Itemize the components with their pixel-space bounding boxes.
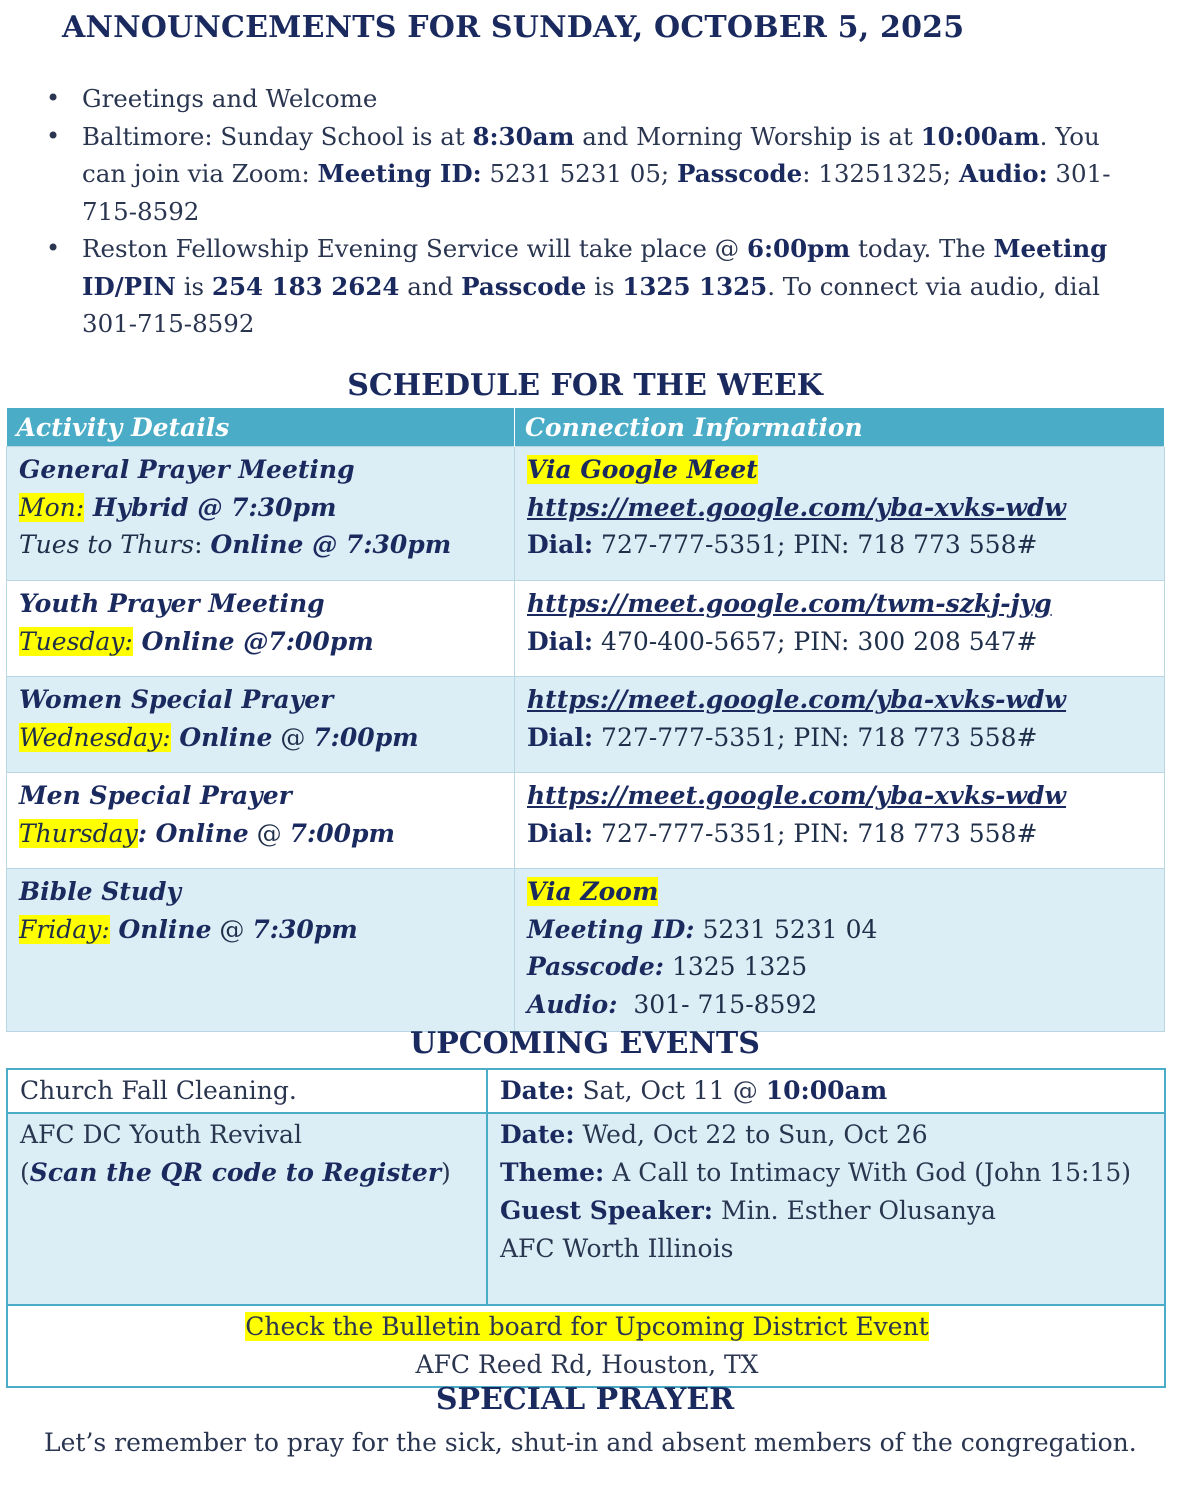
event-speaker: Min. Esther Olusanya xyxy=(713,1196,996,1225)
activity-name: Bible Study xyxy=(19,877,181,906)
time-text: 7:00pm xyxy=(313,722,419,752)
announcement-item xyxy=(44,230,1124,343)
time-text: Online xyxy=(109,914,212,944)
meeting-id: 5231 5231 04 xyxy=(694,914,878,944)
announcement-bold: 10:00am xyxy=(920,121,1040,151)
activity-name: Men Special Prayer xyxy=(19,781,292,810)
announcement-bold: Passcode xyxy=(461,271,587,301)
via-label: Via Zoom xyxy=(527,877,659,906)
table-row xyxy=(7,1069,1165,1113)
event-name-cell xyxy=(7,1069,487,1113)
announcement-bold: Meeting ID/PIN xyxy=(82,234,1108,301)
connection-cell xyxy=(515,447,1165,581)
table-row xyxy=(7,581,1165,677)
activity-cell xyxy=(7,773,515,869)
dial-label: Dial: xyxy=(527,626,594,656)
special-prayer-heading: SPECIAL PRAYER xyxy=(435,1382,735,1417)
via-label: Via Google Meet xyxy=(527,455,758,484)
column-header-activity: Activity Details xyxy=(7,408,515,447)
day-label: Friday: xyxy=(19,914,110,944)
activity-name: Youth Prayer Meeting xyxy=(19,589,325,618)
table-row xyxy=(7,1113,1165,1305)
announcement-text: is xyxy=(175,271,212,301)
table-row xyxy=(7,773,1165,869)
activity-cell xyxy=(7,869,515,1032)
announcement-text: and xyxy=(399,271,462,301)
passcode: 1325 1325 xyxy=(664,952,808,981)
activity-name: Women Special Prayer xyxy=(19,685,334,714)
event-time: 10:00am xyxy=(765,1076,888,1105)
time-text: Hybrid @ 7:30pm xyxy=(84,492,337,522)
announcement-text: Reston Fellowship Evening Service will take place @ xyxy=(82,234,747,263)
meet-link[interactable]: https://meet.google.com/yba-xvks-wdw xyxy=(527,781,1067,810)
table-row xyxy=(7,447,1165,581)
dial-number: 727-777-5351; PIN: 718 773 558# xyxy=(593,530,1038,559)
dial-number: 727-777-5351; PIN: 718 773 558# xyxy=(593,818,1038,848)
announcement-bold: 6:00pm xyxy=(746,234,851,263)
speaker-label: Guest Speaker: xyxy=(500,1196,714,1225)
announcement-item xyxy=(44,80,1124,118)
announcement-text: . You can join via Zoom: xyxy=(82,121,1100,188)
dial-number: 727-777-5351; PIN: 718 773 558# xyxy=(593,722,1038,752)
day-label: Thursday xyxy=(19,818,138,848)
paren: ) xyxy=(440,1158,451,1187)
announcement-bold: Audio: xyxy=(958,159,1048,188)
time-text: Online @7:00pm xyxy=(132,626,374,656)
time-text: 7:30pm xyxy=(252,914,358,944)
day-label: Wednesday: xyxy=(19,722,171,752)
event-details-cell xyxy=(487,1069,1165,1113)
announcement-text: 5231 5231 05; xyxy=(481,159,677,188)
connection-cell xyxy=(515,677,1165,773)
connection-cell xyxy=(515,773,1165,869)
event-theme: A Call to Intimacy With God (John 15:15) xyxy=(604,1158,1132,1187)
date-label: Date: xyxy=(500,1076,575,1105)
schedule-table xyxy=(6,408,1165,1032)
special-prayer-text: Let’s remember to pray for the sick, shut-in and absent members of the congregation. xyxy=(44,1428,1137,1457)
activity-cell xyxy=(7,581,515,677)
announcements-list xyxy=(44,80,1124,343)
dial-number: 470-400-5657; PIN: 300 208 547# xyxy=(593,626,1038,656)
audio-label: Audio: xyxy=(527,989,618,1019)
event-date: Sat, Oct 11 @ xyxy=(574,1076,766,1105)
at-sign: @ xyxy=(211,914,253,944)
activity-name: General Prayer Meeting xyxy=(19,455,355,484)
event-name-cell xyxy=(7,1113,487,1305)
date-label: Date: xyxy=(500,1120,575,1149)
announcement-text: 301-715-8592 xyxy=(82,159,1111,226)
day-label: Tues to Thurs xyxy=(19,530,195,559)
time-text: Online xyxy=(170,722,273,752)
at-sign: @ xyxy=(248,818,290,848)
time-text: Online @ 7:30pm xyxy=(210,530,452,559)
activity-cell xyxy=(7,447,515,581)
announcement-text: : 13251325; xyxy=(802,159,959,188)
table-row xyxy=(7,677,1165,773)
announcement-text: . To connect via audio, dial 301-715-8592 xyxy=(82,271,1100,338)
announcement-text: is xyxy=(586,271,623,301)
announcement-text: today. The xyxy=(850,234,994,263)
page-title: ANNOUNCEMENTS FOR SUNDAY, OCTOBER 5, 2025 xyxy=(62,10,965,45)
bulletin-cell xyxy=(7,1305,1165,1387)
bulletin-notice: Check the Bulletin board for Upcoming District Event xyxy=(245,1312,929,1341)
announcement-text: and Morning Worship is at xyxy=(574,121,921,151)
announcement-text: Baltimore: Sunday School is at xyxy=(82,121,473,151)
event-details-cell xyxy=(487,1113,1165,1305)
meet-link[interactable]: https://meet.google.com/yba-xvks-wdw xyxy=(527,492,1067,522)
dial-label: Dial: xyxy=(527,722,594,752)
schedule-heading: SCHEDULE FOR THE WEEK xyxy=(347,368,823,403)
announcement-bold: Passcode xyxy=(676,159,803,188)
meet-link[interactable]: https://meet.google.com/twm-szkj-jyg xyxy=(527,589,1052,618)
announcement-text: Greetings and Welcome xyxy=(82,84,378,113)
speaker-church: AFC Worth Illinois xyxy=(500,1234,734,1263)
separator: : xyxy=(194,530,211,559)
announcement-bold: 254 183 2624 xyxy=(211,271,400,301)
connection-cell xyxy=(515,581,1165,677)
table-row xyxy=(7,1305,1165,1387)
activity-time xyxy=(19,489,504,527)
dial-label: Dial: xyxy=(527,818,594,848)
event-note: Scan the QR code to Register xyxy=(29,1158,441,1187)
audio-number: 301- 715-8592 xyxy=(617,989,818,1019)
paren: ( xyxy=(20,1158,30,1187)
at-sign: @ xyxy=(272,722,314,752)
time-text: 7:00pm xyxy=(289,818,395,848)
bulletin-location: AFC Reed Rd, Houston, TX xyxy=(415,1350,759,1379)
dial-label: Dial: xyxy=(527,530,594,559)
activity-time xyxy=(19,526,504,564)
event-name: AFC DC Youth Revival xyxy=(20,1120,302,1149)
announcement-bold: 8:30am xyxy=(472,121,575,151)
announcement-bold: Meeting ID: xyxy=(317,159,482,188)
events-heading: UPCOMING EVENTS xyxy=(410,1026,760,1061)
meeting-id-label: Meeting ID: xyxy=(527,914,695,944)
day-label: Mon: xyxy=(19,492,85,522)
day-label: Tuesday: xyxy=(19,626,133,656)
event-date: Wed, Oct 22 to Sun, Oct 26 xyxy=(574,1120,928,1149)
event-name: Church Fall Cleaning. xyxy=(20,1076,297,1105)
passcode-label: Passcode: xyxy=(527,952,664,981)
theme-label: Theme: xyxy=(500,1158,605,1187)
events-table xyxy=(6,1068,1166,1388)
connection-cell xyxy=(515,869,1165,1032)
meet-link[interactable]: https://meet.google.com/yba-xvks-wdw xyxy=(527,685,1067,714)
table-row xyxy=(7,869,1165,1032)
announcement-item xyxy=(44,118,1124,231)
activity-cell xyxy=(7,677,515,773)
announcement-bold: 1325 1325 xyxy=(622,271,768,301)
column-header-connection: Connection Information xyxy=(515,408,1165,447)
schedule-header-row xyxy=(7,408,1165,447)
time-text: : Online xyxy=(137,818,249,848)
